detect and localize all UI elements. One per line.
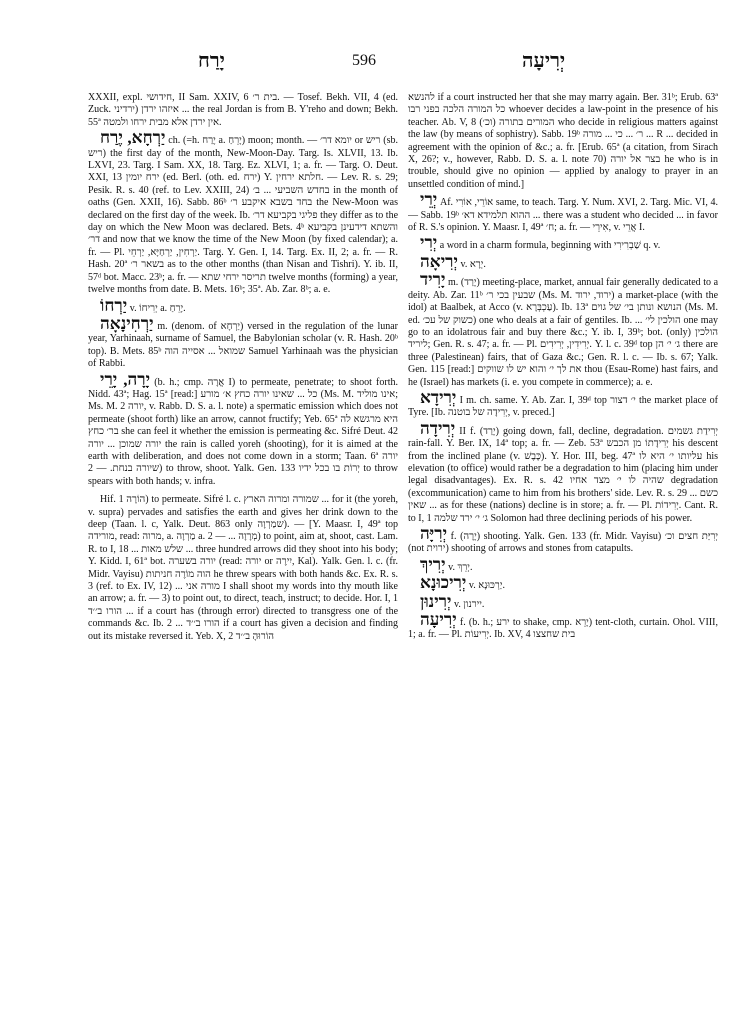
entry-headword: יְרִיעָה <box>420 610 457 630</box>
entry <box>408 611 718 642</box>
entry-headword: יַרְחָא, יֶרַח <box>100 128 166 148</box>
entry-body: 1) to permeate. Sifré l. c. שמורה ומרוה הארץ ... for it (the yoreh, v. supra) pervades and satisfies the earth and gives her drink down to the deep (Taan. l. c, Yalk. Deut. 863 only שמַרְוָה). — [Y. Maasr. I, 49ª top מורידה, read: מרוה, a. מַרְוָה a. מְרָוָה ... — 2) to point, aim at, shoot, cast. Lam. R. to I, 18 ... שלש מאות ... three hundred arrows did they shoot into his body; Y. Kidd. I, 61ª bot. יורה בשערה (read: יורה or יִירֶה, Kal). Yalk. Gen. l. c. (fr. Midr. Vayisu) הוה מוֹרֶה חניתות he threw spears with both hands &c. Ex. R. s. 3 (ref. to Ex. IV, 12) ... מורה אני I shall shoot my words into thy mouth like an arrow; a. fr. — 3) to point out, to direct, teach, instruct; to decide. Hor. I, 1 הורו ב׳׳ד ... if a court has (through error) directed to transgress one of the commands &c. Ib. 2 ... הורו ב׳׳ד if a court has given a decision and finding out its mistake reversed it. Yeb. X, 2 הוֹרוּהָ ב׳׳ד <box>88 494 398 642</box>
entry <box>408 593 718 611</box>
entry <box>88 371 398 489</box>
entry-headword: יְרֵי <box>420 190 438 210</box>
entry-grammar: v. יַרְכּוּנָא. <box>468 580 505 592</box>
entry <box>408 253 718 271</box>
entry-headword: יָרָה, יָרֵי <box>100 369 151 389</box>
entry <box>408 574 718 592</box>
entry-body: meeting-place, market, annual fair generally dedicated to a deity. Ab. Zar. 11ᵇ שבעין בכי ר׳ (Ms. M. ירוד, ירוד) a market-place (with the idol) at Baalbek, at Acco (v. עַכְבְּרָא). Ib. 13ª הנושא ונותן בי׳ של גוים (Ms. M. ed. כשוק של עכ׳) one who deals at a fair of gentiles. Ib. ... הולכין לי׳ one may go to an idolatrous fair and buy there &c.; Y. ib. I, 39ᵇ; bot. (only) הולכין ליריד; Gen. R. s. 47; a. fr. — Pl. יְרִידִין, יְרִידִים. Y. l. c. 39ᵈ top ג׳ י׳ הן there are three (Palestinean) fairs, that of Gaza &c.; Gen. R. l. c. — Ib. s. 67; Yalk. Gen. 115 [read:] את לך י׳ והוא יש לו שווקים thou (Esau-Rome) hast fairs, and he (Israel) has markets (i. e. you compete in commerce); a. e. <box>408 277 718 388</box>
entry-grammar: f. (יָרָה) <box>450 531 481 542</box>
right-column <box>408 92 718 1002</box>
entry-grammar: ch. (=h. יֶרַח a. יָרֵחַ) <box>168 135 246 147</box>
entry-body: shooting. Yalk. Gen. 133 (fr. Midr. Vayisu) יְרִיַּת חצים וכ׳ (not ירוית) shooting of arrows and stones from catapults. <box>408 531 718 555</box>
entry-headword: יָרִיד <box>420 270 446 290</box>
entry-body: להנשא if a court instructed her that she may marry again. Ber. 31ᵇ; Erub. 63ª כל המורה הלכה בפני רבו whoever decides a law-point in the presence of his teacher. Ab. V, 8 המורים בתורה (וכ׳) who decide in religious matters against the law (by means of sophistry). Sabb. 19ᵇ ר׳ ... כי ... מורה ... R ... decided in agreement with the opinion of &c.; a. fr. [Erub. 65ª (a citation, from Sirach X, 26?; v., however, Rabb. D. S. a. l. note 70) בצר אל יורה he who is in trouble, should give no opinion — applied by analogy to prayer in an unsettled condition of mind.] <box>408 92 718 190</box>
left-column <box>88 92 398 1002</box>
running-head <box>0 50 750 76</box>
entry-headword: יְרִיאָה <box>420 251 458 271</box>
entry <box>408 271 718 389</box>
entry <box>408 420 718 525</box>
entry-body: a word in a charm formula, beginning with שַׁבְרִירִי q. v. <box>439 240 661 252</box>
entry-headword: יְרִיָּה <box>420 524 448 543</box>
entry <box>408 389 718 420</box>
entry-body: tent-cloth, curtain. Ohol. VIII, 1; a. fr. — Pl. יְרִיעוֹת. Ib. XV, 4 בית שחצצו <box>408 617 718 641</box>
entry-grammar: (b. h.; cmp. אֲרָה I) <box>154 376 236 388</box>
entry-grammar: v. יְרָא. <box>460 258 486 270</box>
entry-headword: יְרִיכוּנָא <box>420 573 467 593</box>
entry-headword: יְרִי <box>420 233 438 253</box>
entry <box>408 191 718 234</box>
entry-grammar: v. יְרֵךְ. <box>448 561 473 573</box>
entry-headword: יְרִידָה <box>420 418 456 438</box>
entry <box>88 315 398 371</box>
entry-body: to permeate, penetrate; to shoot forth. Nidd. 43ª; Hag. 15ª [read:] כל ... שאינו יורה כחץ א׳ מורע (Ms. M. אינו מוליד; Ms. M. 2 יורה, v. Rabb. D. S. a. l. note) a spermatic emission which does not permeate (shoot forth) like an arrow, cannot fructify; Yeb. 65ª היא מרגשא לה בר׳ כחץ she can feel it whether the emission is permeating &c. Sifré Deut. 42 יורה שמוכן ... יורה the rain is called yoreh (shooting), for it is aimed at the earth with deliberation, and does not come down in a storm; Taan. 6ª יורה שיורה בנחת. — 2) to throw, shoot. Yalk. Gen. 133 יְרוֹת בו בכל ידיו to throw spears with both hands; v. infra. <box>88 376 398 487</box>
entry <box>88 129 398 296</box>
entry <box>88 488 398 643</box>
entry-grammar: Hif. הוֹרָה <box>100 494 146 506</box>
entry <box>88 297 398 315</box>
entry-body: going down, fall, decline, degradation. יְרִידַת גשמים rain-fall. Y. Ber. IX, 14ª top; a. fr. — Zeb. 53ª יְרִידָתוֹ מן הכבש his descent from the inclined plane (v. כֶּבֶשׁ). Y. Hor. III, beg. 47ª עליותו י׳ היא לו his elevation (to office) would rather be a degradation to him (placing him under legal disadvantages). Ex. R. s. 42 שהיה לו י׳ מצד אחיו degradation (excommunication) came to him from his brothers' side. Lev. R. s. 29 ... כשם שאין ... as for these (nations) decline is in store; a. fr. — Pl. יְרִידוֹת. Cant. R. to I, 1 ג׳ י׳ ירד שלמה Solomon had three declining periods of his power. <box>408 425 718 524</box>
entry <box>408 92 718 191</box>
entry <box>408 525 718 556</box>
entry <box>88 92 398 129</box>
entry-body: Y. Ab. Zar. I, 39ᵈ top י׳ דצור the market place of Tyre. [Ib. יְרִידָה של בוטנה, v. preced.] <box>408 394 718 419</box>
entry <box>408 556 718 574</box>
entry-body: same, to teach. Targ. Y. Num. XVI, 2. Targ. Mic. VI, 4. — Sabb. 19ᵇ ההוא תלמידא דא׳ ... there was a student who decided ... in favor of R. S.'s opinion. Y. Maasr. I, 49ª ח׳; a. fr. — אִירֵי, v. אֲרֵי I. <box>408 197 718 234</box>
entry-grammar: Af. אוֹרֵי, אוֹרִי <box>439 197 494 209</box>
entry-body: versed in the regulation of the lunar year, Yarhinaah, surname of Samuel, the Babylonian scholar (v. R. Hash. 20ᵇ top). B. Mets. 85ᵇ שמואל ... אסייה הוה Samuel Yarhinaah was the physician of Rabbi. <box>88 320 398 370</box>
entry-body: moon; month. — יומא דר׳ or ריש (sb. ריש) the first day of the month, New-Moon-Day. Targ. Is. XLVII, 13. Ib. LXVI, 23. Targ. I Sam. XX, 18. Targ. Ez. XLVI, 1; a. fr. — Targ. O. Deut. XXI, 13 ירח יומין (ed. Berl. (oth. ed. ירח) Y. חלתא ירחין. — Lev. R. s. 29; Pesik. R. s. 40 (ref. to Lev. XXIII, 24) בחדש השביעי ... ב׳ in the month of oaths (Gen. XXII, 16). Sabb. 86ᵇ בחד בשבא איקבע ר׳ the New-Moon was declared on the first day of the week. Ib. פליגי בקביעא דר׳ they differ as to the day on which the New Moon was declared. Bets. 4ᵇ והשתא דידעינן בקביעא דר׳ and now that we know the time of the New Moon (by fixed calendar); a. fr. — Pl. יַרְחִין, יַרְחַיָּא, יַרְחֵי. Targ. Y. Gen. I, 14. Targ. Ex. II, 2; a. fr. — R. Hash. 20ª בשאר ר׳ as to the other months (than Nisan and Tishri). Y. ib. II, 57ᵈ bot. Macc. 23ᵇ; a. fr. — תריסר ירחי שתא twelve months (forming) a year, twelve months from date. B. Mets. 16ᵇ; 35ª. Ab. Zar. 8ᵇ; a. e. <box>88 135 398 296</box>
entry-headword: יְרִינוּן <box>420 591 452 611</box>
entry-headword: יְרִיךְ <box>420 554 446 574</box>
entry-body: XXXII, expl. חידושי, II Sam. XXIV, 6 בית ר׳. — Tosef. Bekh. VII, 4 (ed. Zuck. ירדיני) איזהו ירדן ... the real Jordan is from B. Y'reho and down; Bekh. 55ª אין ירדן אלא מבית ירחו ולמטה. <box>88 92 398 128</box>
entry-grammar: f. (b. h.; ירע to shake, cmp. יָרֵא) <box>459 617 593 629</box>
entry-headword: יַרְחוֹ <box>100 295 128 315</box>
entry-headword: יַרְחִינָאָה <box>100 313 154 333</box>
entry <box>408 234 718 252</box>
entry-grammar: II f. (יָרַד) <box>459 425 499 437</box>
entry-grammar: m. (denom. of יַרְחָא) <box>157 320 244 332</box>
left-running-headword: יָרַח <box>198 50 225 72</box>
page-number: 596 <box>352 52 376 69</box>
entry-grammar: I m. ch. same. <box>459 394 518 406</box>
entry-grammar: v. יירנון. <box>453 598 485 610</box>
entry-grammar: v. יְרִיחוֹ a. יָרֵחַ. <box>129 302 186 314</box>
entry-headword: יְרִידָא <box>420 387 457 407</box>
entry-grammar: m. (יָרַד) <box>448 277 480 289</box>
right-running-headword: יְרִיעָה <box>522 50 566 72</box>
